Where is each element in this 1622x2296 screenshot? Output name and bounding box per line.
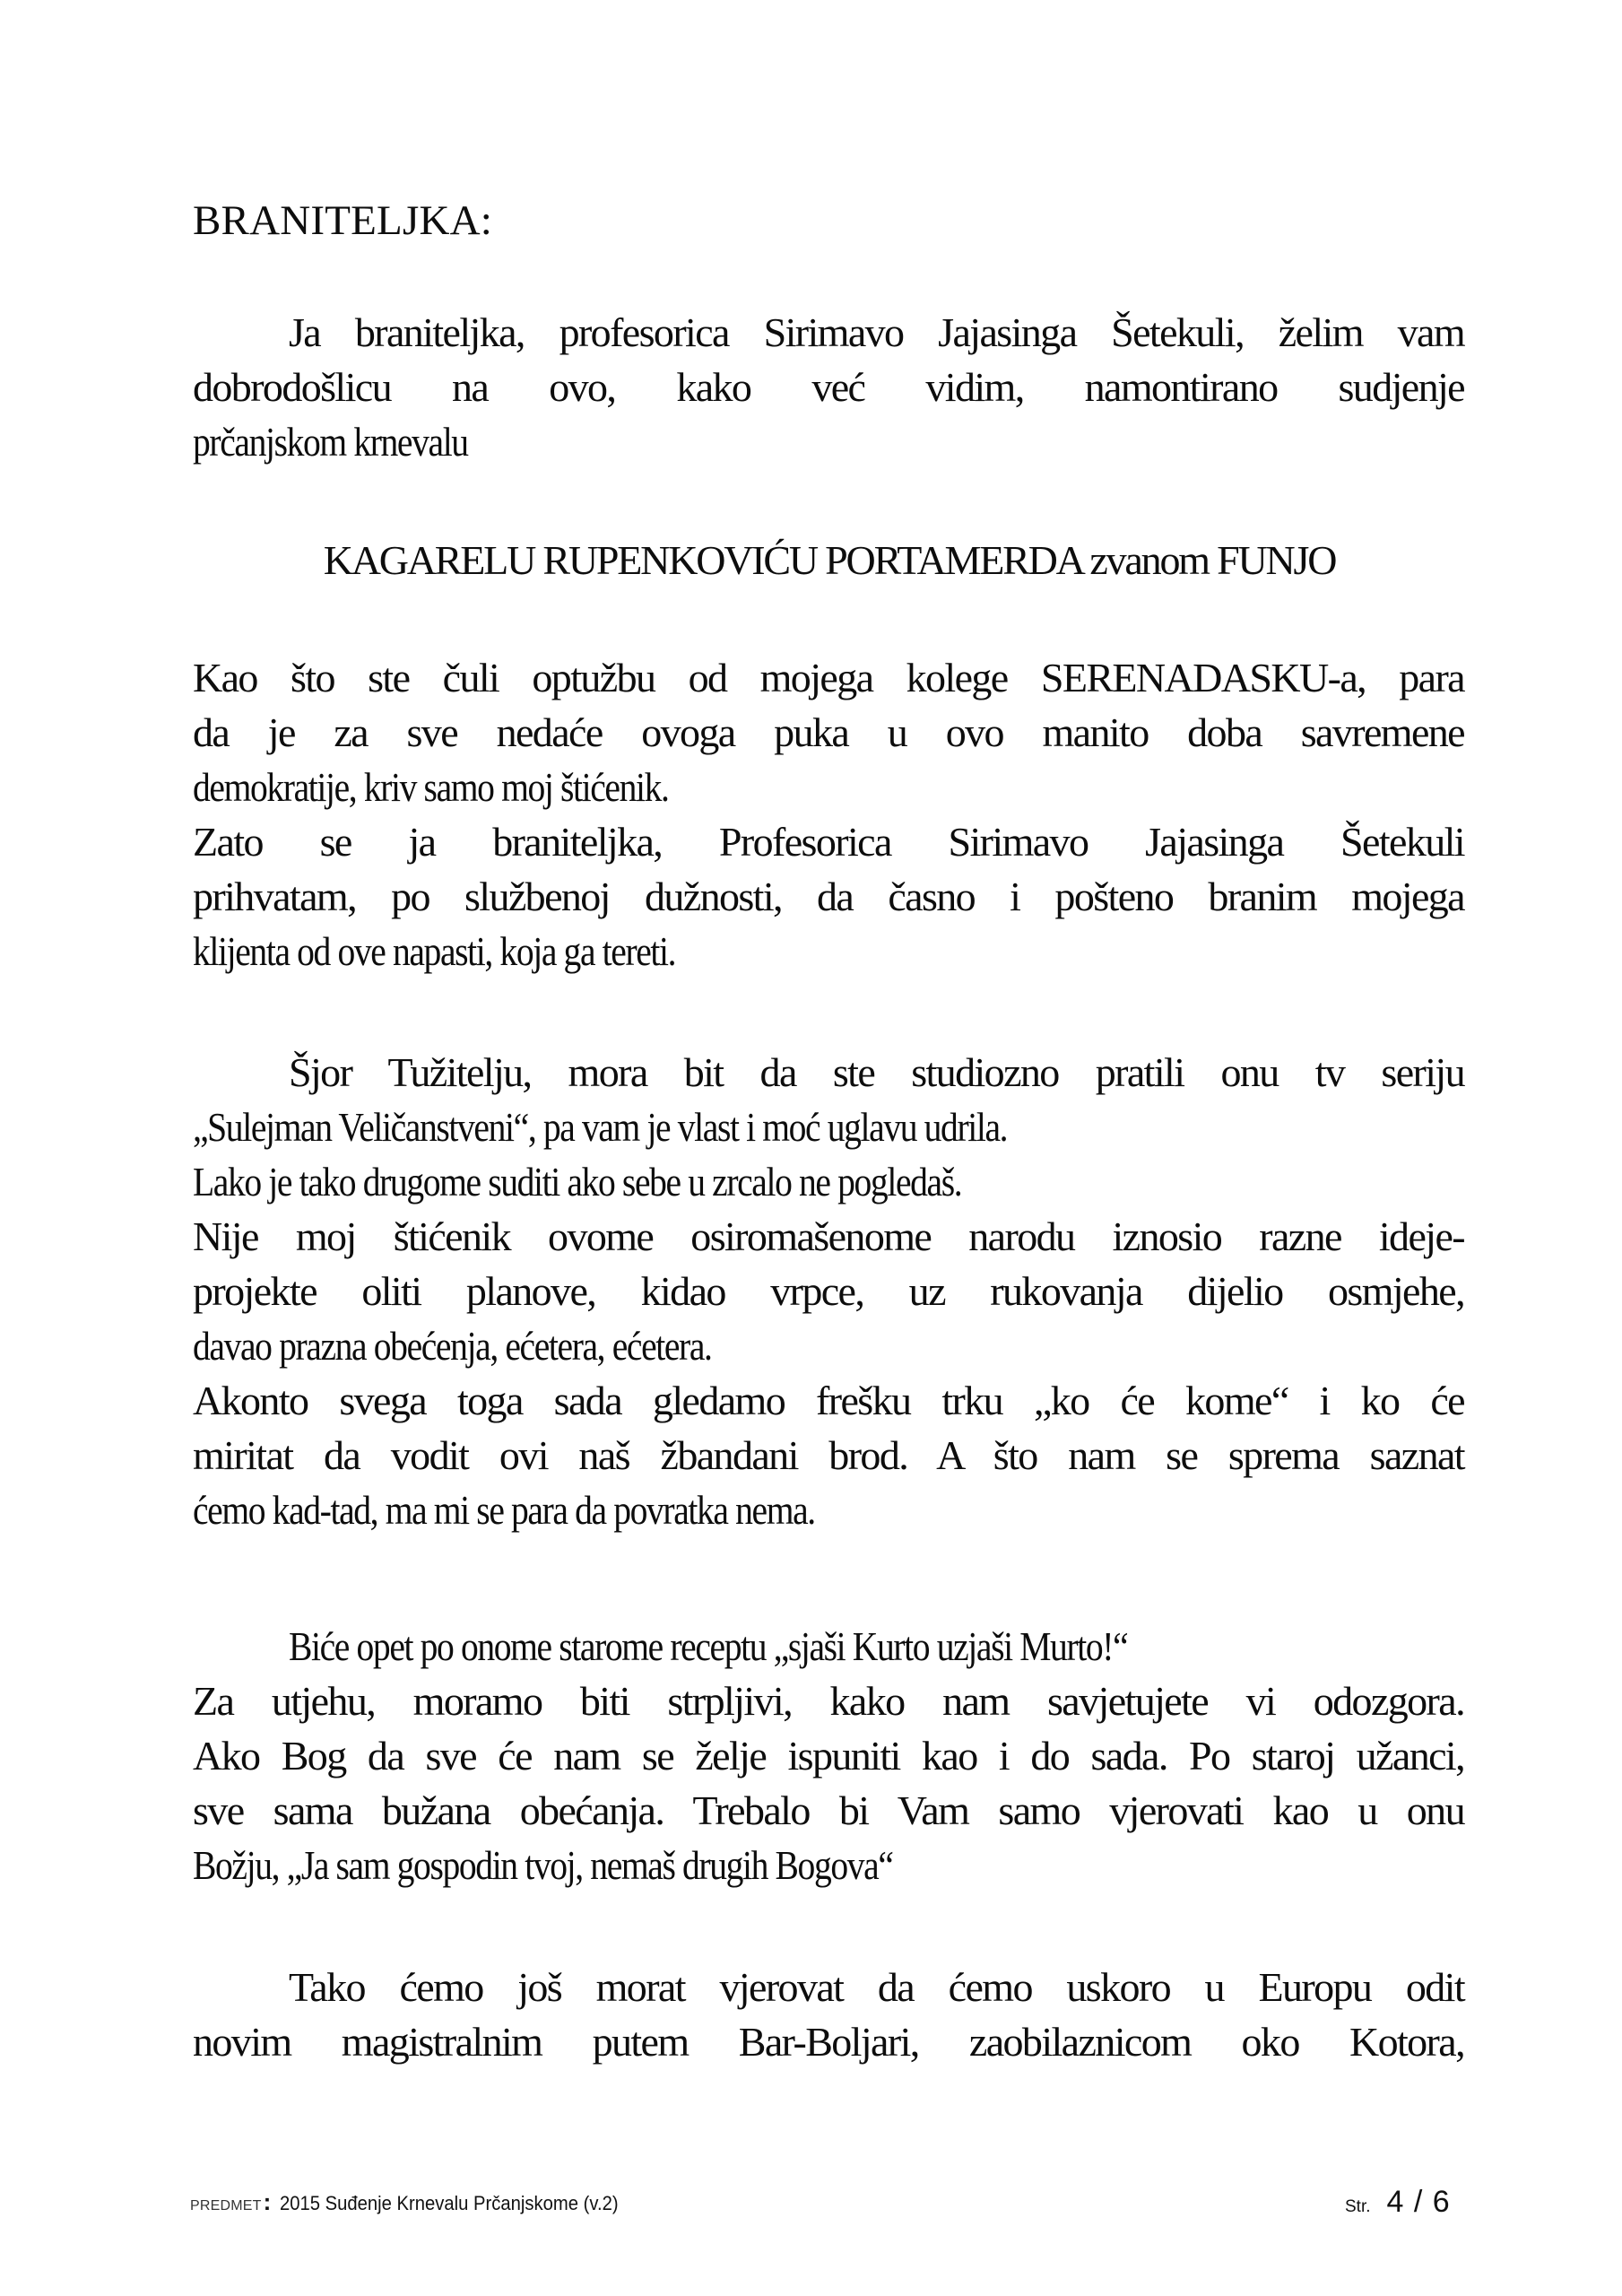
text-line-content: ćemo kad-tad, ma mi se para da povratka nema. [193, 1487, 815, 1533]
text-line-content: miritat da vodit ovi naš žbandani brod. A što nam se sprema saznat [193, 1432, 1464, 1478]
text-line-content: Ako Bog da sve će nam se želje ispuniti kao i do sada. Po staroj užanci, [193, 1733, 1464, 1779]
speaker-heading [193, 196, 1464, 246]
text-line [193, 872, 1464, 922]
text-line-content: Božju, „Ja sam gospodin tvoj, nemaš drugih Bogova“ [193, 1842, 893, 1888]
text-line-content: demokratije, kriv samo moj štićenik. [193, 764, 669, 810]
subject-text: 2015 Suđenje Krnevalu Prčanjskome (v.2) [280, 2192, 619, 2214]
text-line-content: „Sulejman Veličanstveni“, pa vam je vlast i moć uglavu udrila. [193, 1104, 1008, 1150]
text-line [193, 417, 1464, 467]
text-line [193, 1048, 1464, 1098]
text-line-content: Nije moj štićenik ovome osiromašenome narodu iznosio razne ideje- [193, 1213, 1464, 1259]
text-line [193, 1431, 1464, 1481]
text-line [193, 362, 1464, 413]
text-line-content: klijenta od ove napasti, koja ga tereti. [193, 928, 676, 974]
text-line-content: da je za sve nedaće ovoga puka u ovo manito doba savremene [193, 709, 1464, 755]
text-line-content: Ja braniteljka, profesorica Sirimavo Jajasinga Šetekuli, želim vam [289, 309, 1464, 355]
text-line [193, 708, 1464, 758]
text-line-content: Za utjehu, moramo biti strpljivi, kako nam savjetujete vi odozgora. [193, 1678, 1464, 1724]
text-line [193, 653, 1464, 703]
page-number: 4 / 6 [1386, 2185, 1451, 2219]
text-line [193, 1962, 1464, 2013]
text-line-content: Biće opet po onome starome receptu „sjaši Kurto uzjaši Murto!“ [289, 1623, 1128, 1669]
defendant-line [229, 535, 1430, 586]
text-line [193, 1102, 1464, 1152]
speaker-heading-text: BRANITELJKA: [193, 197, 492, 244]
footer-page-number [1345, 2185, 1451, 2220]
text-line [193, 817, 1464, 867]
text-line-content: Zato se ja braniteljka, Profesorica Sirimavo Jajasinga Šetekuli [193, 819, 1464, 865]
defendant-line-text: KAGARELU RUPENKOVIĆU PORTAMERDA zvanom FUNJO [323, 537, 1336, 583]
text-line-content: dobrodošlicu na ovo, kako već vidim, namontirano sudjenje [193, 364, 1464, 410]
text-line-content: projekte oliti planove, kidao vrpce, uz rukovanja dijelio osmjehe, [193, 1268, 1464, 1314]
text-line [193, 1266, 1464, 1317]
text-line-content: sve sama bužana obećanja. Trebalo bi Vam samo vjerovati kao u onu [193, 1787, 1464, 1833]
text-line [193, 308, 1464, 358]
text-line-content: Lako je tako drugome suditi ako sebe u zrcalo ne pogledaš. [193, 1159, 962, 1205]
text-line [193, 2017, 1464, 2067]
text-line-content: Šjor Tužitelju, mora bit da ste studiozno pratili onu tv seriju [289, 1049, 1464, 1095]
subject-label: PREDMET [190, 2198, 262, 2213]
text-line [193, 926, 1464, 977]
text-line [193, 1786, 1464, 1836]
text-line [193, 1731, 1464, 1781]
text-line [193, 1321, 1464, 1371]
text-line [193, 1157, 1464, 1207]
text-line-content: prčanjskom krnevalu [193, 419, 468, 465]
page-label: Str. [1345, 2197, 1371, 2216]
text-line [193, 1840, 1464, 1891]
text-line-content: Tako ćemo još morat vjerovat da ćemo uskoro u Europu odit [289, 1964, 1464, 2010]
text-line-content: davao prazna obećenja, ećetera, ećetera. [193, 1323, 712, 1369]
text-line [193, 1485, 1464, 1535]
text-line-content: novim magistralnim putem Bar-Boljari, zaobilaznicom oko Kotora, [193, 2019, 1464, 2065]
text-line-content: Akonto svega toga sada gledamo frešku trku „ko će kome“ i ko će [193, 1378, 1464, 1423]
text-line [193, 1376, 1464, 1426]
text-line [193, 1212, 1464, 1262]
text-line [193, 1622, 1464, 1672]
text-line [193, 1676, 1464, 1726]
footer-subject [190, 2188, 648, 2216]
text-line-content: prihvatam, po službenoj dužnosti, da časno i pošteno branim mojega [193, 874, 1464, 919]
text-line [193, 762, 1464, 813]
text-line-content: Kao što ste čuli optužbu od mojega kolege SERENADASKU-a, para [193, 655, 1464, 700]
subject-colon: : [263, 2188, 272, 2215]
